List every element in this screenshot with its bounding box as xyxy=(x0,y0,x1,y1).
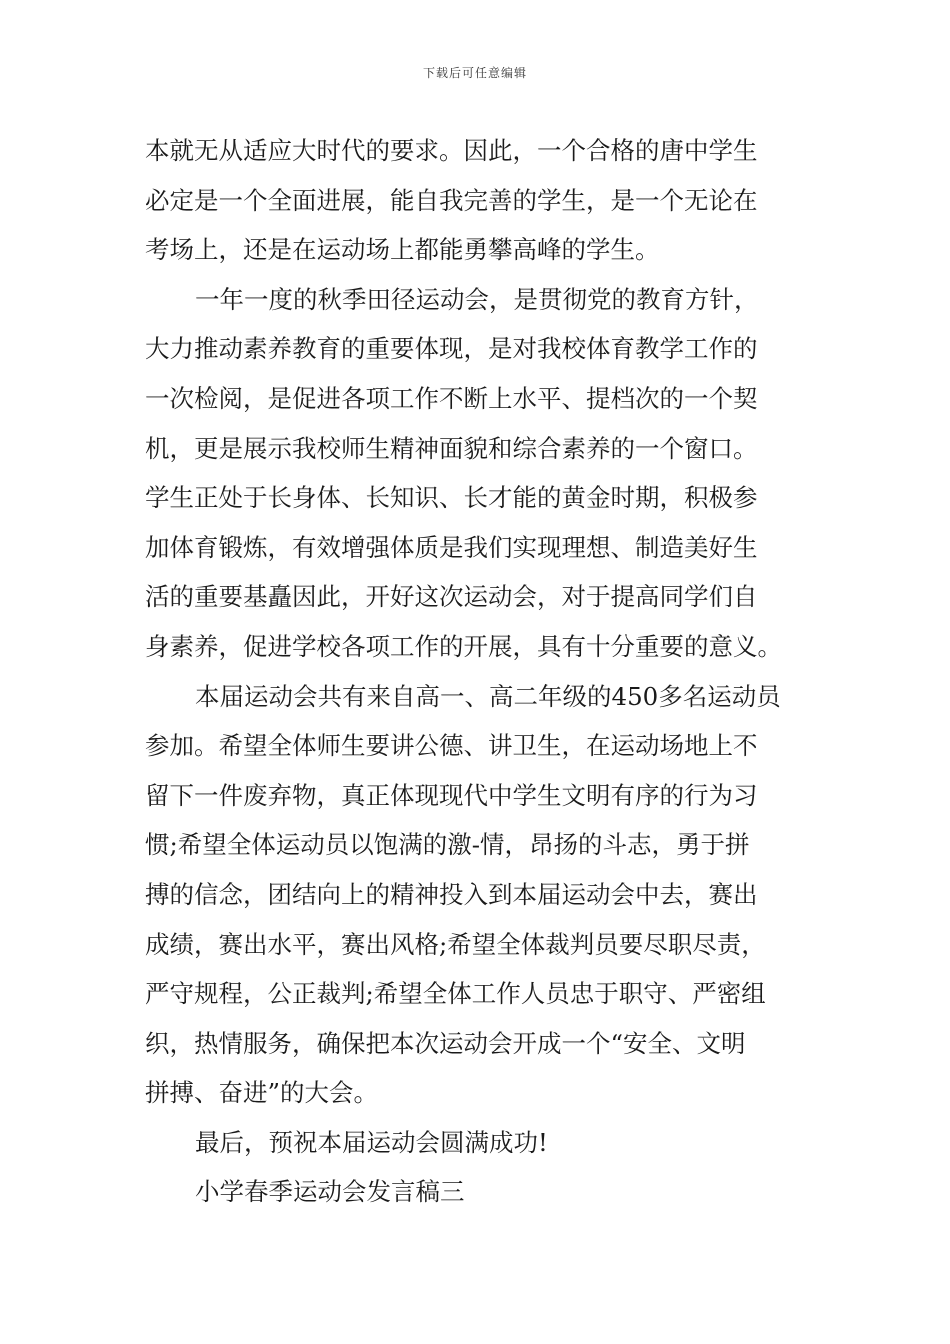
text-line: 织，热情服务，确保把本次运动会开成一个“安全、文明 xyxy=(145,1028,746,1058)
text-line: 一次检阅，是促进各项工作不断上水平、提档次的一个契 xyxy=(145,383,758,413)
section-title: 小学春季运动会发言稿三 xyxy=(195,1177,465,1207)
paragraph-start-line: 本届运动会共有来自高一、高二年级的450多名运动员 xyxy=(195,681,781,711)
page-header: 下载后可任意编辑 xyxy=(422,66,527,80)
text-line: 留下一件废弃物，真正体现现代中学生文明有序的行为习 xyxy=(145,780,758,810)
text-line: 机，更是展示我校师生精神面貌和综合素养的一个窗口。 xyxy=(145,433,758,463)
text-line: 活的重要基矗因此，开好这次运动会，对于提高同学们自 xyxy=(145,582,758,612)
text-line: 大力推动素养教育的重要体现，是对我校体育教学工作的 xyxy=(145,334,758,364)
text-line: 参加。希望全体师生要讲公德、讲卫生，在运动场地上不 xyxy=(145,731,758,761)
text-line: 身素养，促进学校各项工作的开展，具有十分重要的意义。 xyxy=(145,631,782,661)
document-body xyxy=(145,126,810,1217)
text-line: 学生正处于长身体、长知识、长才能的黄金时期，积极参 xyxy=(145,483,758,513)
text-line: 惯;希望全体运动员以饱满的激-情，昂扬的斗志，勇于拼 xyxy=(145,830,750,860)
text-line: 成绩，赛出水平，赛出风格;希望全体裁判员要尽职尽责， xyxy=(145,929,766,959)
text-line: 加体育锻炼，有效增强体质是我们实现理想、制造美好生 xyxy=(145,532,758,562)
text-line: 拼搏、奋进”的大会。 xyxy=(145,1078,379,1108)
paragraph-start-line: 最后，预祝本届运动会圆满成功! xyxy=(195,1127,548,1157)
text-line: 搏的信念，团结向上的精神投入到本届运动会中去，赛出 xyxy=(145,879,758,909)
text-line: 严守规程，公正裁判;希望全体工作人员忠于职守、严密组 xyxy=(145,979,766,1009)
text-line: 必定是一个全面进展，能自我完善的学生，是一个无论在 xyxy=(145,185,758,215)
paragraph-start-line: 一年一度的秋季田径运动会，是贯彻党的教育方针， xyxy=(195,284,759,314)
text-line: 考场上，还是在运动场上都能勇攀高峰的学生。 xyxy=(145,235,660,265)
text-line: 本就无从适应大时代的要求。因此，一个合格的唐中学生 xyxy=(145,136,758,165)
